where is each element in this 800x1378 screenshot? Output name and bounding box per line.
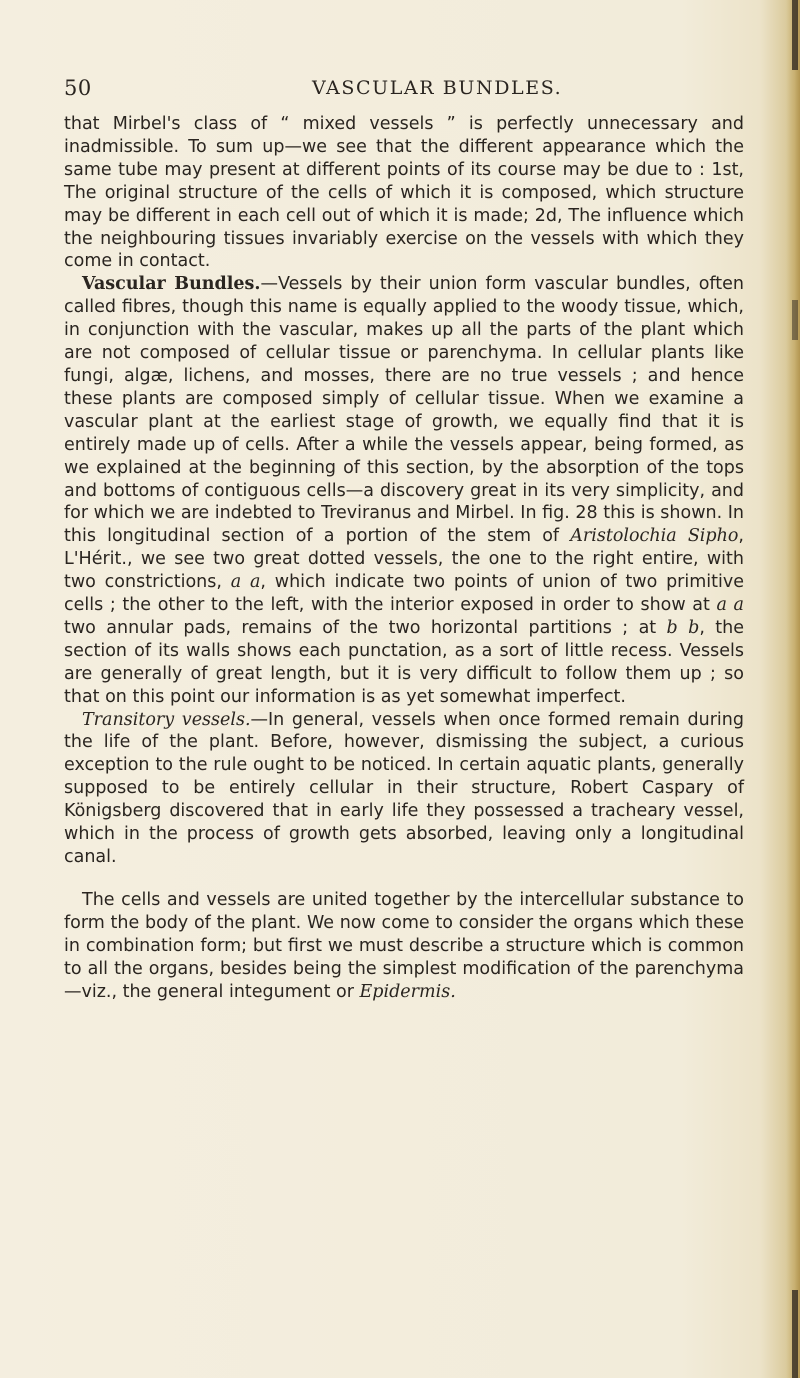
paragraph-transitory-vessels: Transitory vessels.—In general, vessels when once formed remain during the life of the plant. Before, however, dismissing the subject, a curious exception to the rule ought to be noticed. In certain aquatic plants, generally supposed to be entirely cellular in their structure, Robert Caspary of Königsberg discovered that in early life they possessed a tracheary vessel, which in the process of growth gets absorbed, leaving only a longitudinal canal. — [64, 709, 744, 867]
figure-label: b b — [666, 617, 700, 638]
figure-label: a a — [230, 572, 261, 593]
page-number: 50 — [64, 76, 92, 100]
paragraph-continuation: that Mirbel's class of “ mixed vessels ” is perfectly unnecessary and inadmissible. To sum up—we see that the different appearance which the same tube may present at different points of its course may be due to : 1st, The original structure of the cells of which it is composed, which structure may be different in each cell out of which it is made; 2d, The influence which the neighbouring tissues invariably exercise on the vessels with which they come in contact. — [64, 114, 744, 272]
body-text — [64, 113, 744, 1003]
species-name: Aristolochia Sipho — [570, 526, 739, 547]
running-head: VASCULAR BUNDLES. — [312, 77, 563, 99]
page-header — [64, 76, 744, 102]
page-edge — [786, 0, 800, 1378]
figure-label: a a — [716, 595, 744, 616]
section-heading-vascular-bundles: Vascular Bundles. — [82, 274, 261, 295]
paragraph-vascular-bundles: Vascular Bundles.—Vessels by their union form vascular bundles, often called fibres, though this name is equally applied to the woody tissue, which, in conjunction with the vascular, makes up all the parts of the plant which are not composed of cellular tissue or parenchyma. In cellular plants like fungi, algæ, lichens, and mosses, there are no true vessels ; and hence these plants are composed simply of cellular tissue. When we examine a vascular plant at the earliest stage of growth, we equally find that it is entirely made up of cells. After a while the vessels appear, being formed, as we explained at the beginning of this section, by the absorption of the tops and bottoms of contiguous cells—a discovery great in its very simplicity, and for which we are indebted to Treviranus and Mirbel. In fig. 28 this is shown. In this longitudinal section of a portion of the stem of Aristolochia Sipho, L'Hérit., we see two great dotted vessels, the one to the right entire, with two constrictions, a a, which indicate two points of union of two primitive cells ; the other to the left, with the interior exposed in order to show at a a two annular pads, remains of the two horizontal partitions ; at b b, the section of its walls shows each punctation, as a sort of little recess. Vessels are generally of great length, but it is very difficult to follow them up ; so that on this point our information is as yet somewhat imperfect. — [64, 274, 745, 707]
paragraph-gap — [64, 869, 744, 889]
term-epidermis: Epidermis. — [359, 981, 456, 1002]
paragraph-epidermis-intro: The cells and vessels are united together by the intercellular substance to form the body of the plant. We now come to consider the organs which these in combination form; but first we must describe a structure which is common to all the organs, besides being the simplest modification of the parenchyma—viz., the general integument or Epidermis. — [64, 889, 744, 1002]
section-heading-transitory-vessels: Transitory vessels. — [82, 709, 251, 730]
